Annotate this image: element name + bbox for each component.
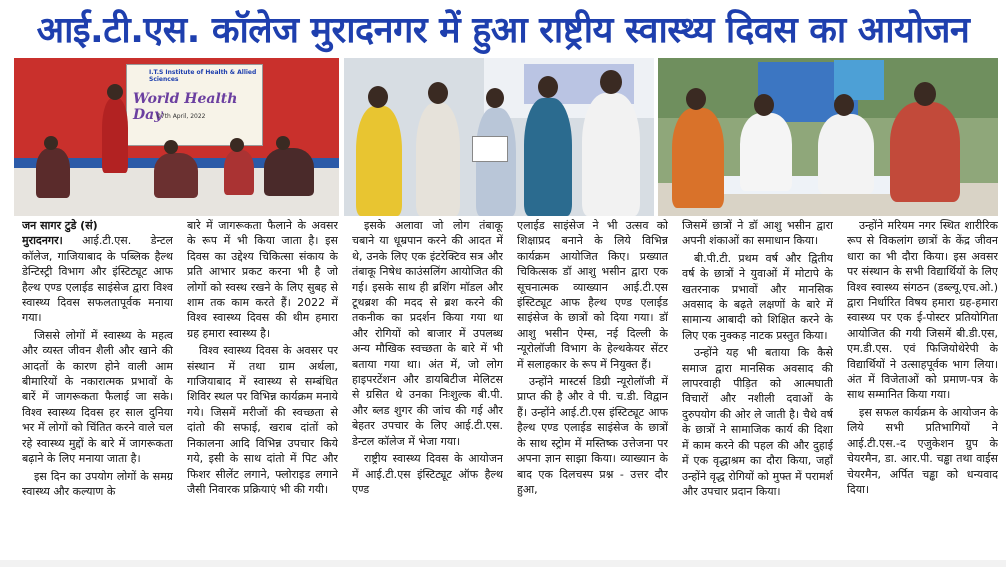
page-bottom-strip — [0, 560, 1006, 567]
paragraph: जिसमें छात्रों ने डॉ आशु भसीन द्वारा अपनी शंकाओं का समाधान किया। — [682, 219, 833, 248]
guest-figure — [582, 93, 640, 216]
patient-figure — [890, 102, 960, 202]
article-column-1 — [22, 218, 173, 558]
banner-date: 07th April, 2022 — [157, 113, 206, 120]
paragraph: बी.पी.टी. प्रथम वर्ष और द्वितीय वर्ष के छात्रों ने युवाओं में मोटापे के खतरनाक प्रभावों और मानसिक अवसाद के बढ़ते लक्षणों के बारे में सामान्य आबादी को शिक्षित करने के लिए एक नुक्कड़ नाटक प्रस्तुत किया। — [682, 251, 833, 342]
photo-health-camp — [658, 58, 998, 216]
photo-street-play — [14, 58, 339, 216]
article-column-5 — [682, 218, 833, 558]
event-banner — [126, 64, 263, 146]
doctor-figure — [818, 114, 874, 194]
doctor-figure — [740, 113, 792, 191]
guest-figure — [416, 103, 460, 216]
certificate — [472, 136, 508, 162]
paragraph: इस सफल कार्यक्रम के आयोजन के लिये सभी प्रतिभागियों ने आई.टी.एस.-द एजुकेशन ग्रुप के चेयरमैन, डा. आर.पी. चड्ढा तथा वाईस चेयरमैन, अर्पित चड्ढा को धन्यवाद दिया। — [847, 405, 998, 496]
article-body — [22, 218, 998, 558]
performer-figure — [36, 148, 70, 198]
headline: आई.टी.एस. कॉलेज मुरादनगर में हुआ राष्ट्रीय स्वास्थ्य दिवस का आयोजन — [36, 9, 970, 51]
paragraph: एलाईड साइंसेज ने भी उत्सव को शिक्षाप्रद बनाने के लिये विभिन्न कार्यक्रम आयोजित किए। प्रख्यात चिकित्सक डॉ आशु भसीन द्वारा एक सूचनात्मक व्याख्यान आई.टी.एस इंस्टिट्यूट आफ हैल्थ एण्ड एलाईड साइंसेज के छात्रों को दिया गया। डॉ आशु भसीन ऐम्स, नई दिल्ली के न्यूरोलॉजी विभाग के हेल्थकेयर सेंटर में सलाहकार के रूप में नियुक्त हैं। — [517, 219, 668, 371]
performer-figure — [224, 150, 254, 195]
article-column-4 — [517, 218, 668, 558]
paragraph: जिससे लोगों में स्वास्थ्य के महत्व और व्यस्त जीवन शैली और खाने की आदतों के कारण होने वाली आम बीमारियों के नकारात्मक प्रभावों के बारें में जागरूकता फैलाई जा सके। विश्व स्वास्थ्य दिवस हर साल दुनिया भर में लोगों को चिंतित करने वाले चल रहे स्वास्थ्य मुद्दों के बारे में जागरूकता बढ़ाने के लिए मनाया जाता है। — [22, 328, 173, 466]
guest-figure — [524, 98, 572, 216]
banner-title: World Health Day — [133, 91, 238, 123]
performer-figure — [154, 153, 198, 198]
byline: जन सागर टुडे (सं) — [22, 219, 98, 232]
guest-figure — [356, 106, 402, 216]
paragraph: राष्ट्रीय स्वास्थ्य दिवस के आयोजन में आई.टी.एस इंस्टिट्यूट ऑफ हैल्थ एण्ड — [352, 452, 503, 496]
paragraph: बारे में जागरूकता फैलाने के अवसर के रूप में भी किया जाता है। इस दिवस का उद्देश्य चिकित्सा संकाय के प्रति आभार प्रकट करना भी है जो लोगों को स्वस्थ रखने के लिए सुबह से शाम तक काम करते हैं। 2022 में विश्व स्वास्थ्य दिवस की थीम हमारा ग्रह हमारा स्वास्थ्य है। — [187, 219, 338, 340]
paragraph: उन्होंने मास्टर्स डिग्री न्यूरोलॉजी में प्राप्त की है और वे पी. च.डी. विद्वान हैं। उन्होंने आई.टी.एस इंस्टिट्यूट आफ हैल्थ एण्ड एलाईड साइंसेज के छात्रों के साथ स्ट्रोम में मस्तिष्क उत्तेजना पर अपना ज्ञान साझा किया। व्याख्यान के बाद एक दिलचस्प प्रश्न - उत्तर दौर हुआ, — [517, 375, 668, 496]
patient-figure — [672, 108, 724, 208]
article-column-3 — [352, 218, 503, 558]
paragraph: इसके अलावा जो लोग तंबाकू चबाने या धूम्रपान करने की आदत में थे, उनके लिए एक इंटरेक्टिव सत्र और तंबाकू निषेध काउंसलिंग आयोजित की गई। इसके साथ ही ब्रशिंग मॉडल और टूथब्रश की मदद से ब्रश करने की तकनीक का प्रदर्शन किया गया था और रोगियों को बाजार में उपलब्ध अन्य मौखिक स्वच्छता के बारे में भी बताया गया था। अंत में, जो लोग हाइपरटेंशन और डायबिटीज मेलिटस से ग्रसित थे उनका निःशुल्क बी.पी. और ब्लड शुगर की जांच की गई और बेहतर उपचार के लिए आई.टी.एस. डेन्टल कॉलेज में भेजा गया। — [352, 219, 503, 448]
paragraph: विश्व स्वास्थ्य दिवस के अवसर पर संस्थान में तथा ग्राम अर्थला, गाजियाबाद में स्वास्थ्य से सम्बंधित शिविर स्थल पर विभिन्न कार्यक्रम मनाये गये। जिसमें मरीजों की स्वच्छता से दांतो की सफाई, खराब दांतों को निकालना आदि विभिन्न उपचार किये गये, इसी के साथ दांतो में पिट और फिशर सीलेंट लगाने, फ्लोराइड लगाने जैसी निवारक प्रक्रियाएं भी की गयी। — [187, 344, 338, 496]
paragraph: इस दिन का उपयोग लोगों के समग्र स्वास्थ्य और कल्याण के — [22, 469, 173, 498]
performer-figure — [264, 148, 314, 196]
guest-figure — [476, 108, 516, 216]
performer-figure — [102, 98, 128, 173]
banner-org: I.T.S Institute of Health & Allied Sciences — [149, 69, 257, 83]
article-column-6 — [847, 218, 998, 558]
paragraph: आई.टी.एस. डेन्टल कॉलेज, गाजियाबाद के पब्लिक हैल्थ डेन्टिस्ट्री विभाग और इंस्टिट्यूट आफ हैल्थ एण्ड एलाईड साइंसेज द्वारा विश्व स्वास्थ्य दिवस सफलतापूर्वक मनाया गया। — [22, 234, 173, 325]
paragraph: उन्होंने मरियम नगर स्थित शारीरिक रूप से विकलांग छात्रों के केंद्र जीवन धारा का भी दौरा किया। इस अवसर पर संस्थान के सभी विद्यार्थियों के लिए विश्व स्वास्थ्य संगठन (डब्ल्यू.एच.ओ.) द्वारा निर्धारित विषय हमारा ग्रह-हमारा स्वास्थ्य पर एक ई-पोस्टर प्रतियोगिता आयोजित की गयी जिसमें बी.डी.एस, एम.डी.एस. एवं फिजियोथेरेपी के विद्यार्थियों ने उत्साहपूर्वक भाग लिया। अंत में विजेताओं को प्रमाण-पत्र के साथ सम्मानित किया गया। — [847, 219, 998, 402]
photo-certificate — [344, 58, 654, 216]
dateline: मुरादनगर। — [22, 234, 63, 248]
paragraph: उन्होंने यह भी बताया कि कैसे समाज द्वारा मानसिक अवसाद की लापरवाही पीड़ित को आत्मघाती विचारों और नशीली दवाओं के दुरुपयोग की ओर ले जाती है। चैथे वर्ष के छात्रों ने सामाजिक कार्य की दिशा में काम करने की पहल की और दुहाई में एक वृद्धाश्रम का दौरा किया, जहाँ उन्होंने वृद्ध रोगियों को मुफ्त में परामर्श और उपचार प्रदान किया। — [682, 346, 833, 498]
article-column-2 — [187, 218, 338, 558]
